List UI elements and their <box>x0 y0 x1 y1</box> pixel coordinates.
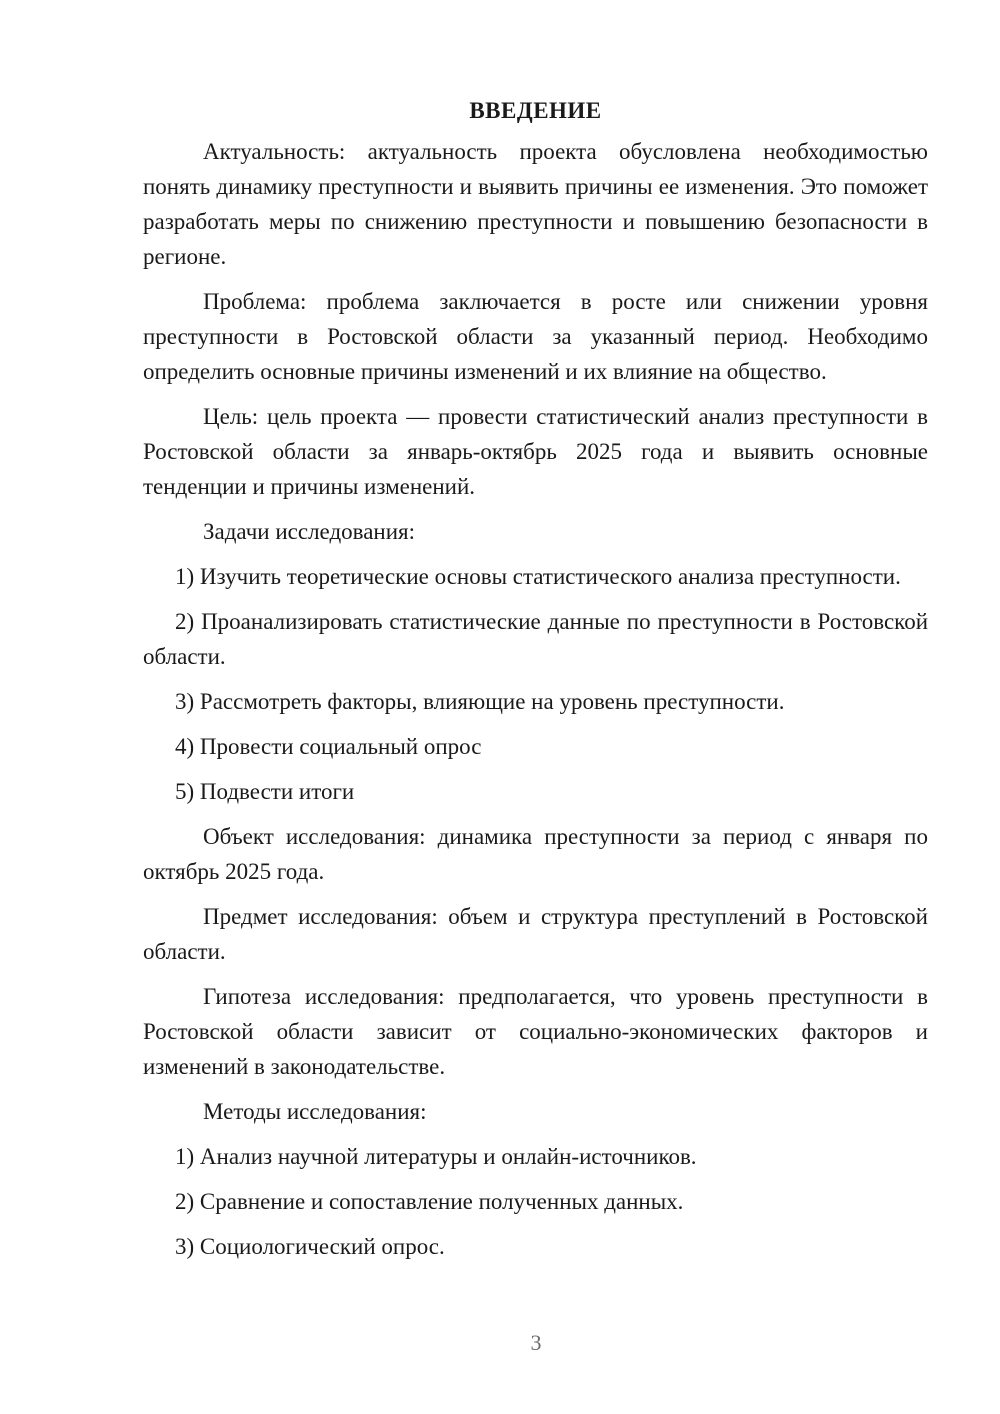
hypothesis-paragraph: Гипотеза исследования: предполагается, что уровень преступности в Ростовской области зависит от социально-экономических факторов и изменений в законодательстве. <box>143 984 928 1079</box>
method-item: 3) Социологический опрос. <box>175 1234 445 1259</box>
task-item: 1) Изучить теоретические основы статистического анализа преступности. <box>175 564 901 589</box>
document-page <box>143 94 928 1274</box>
tasks-heading: Задачи исследования: <box>203 519 416 544</box>
task-item: 5) Подвести итоги <box>175 779 355 804</box>
task-item: 4) Провести социальный опрос <box>175 734 482 759</box>
page-number: 3 <box>530 1330 542 1355</box>
methods-heading: Методы исследования: <box>203 1099 427 1124</box>
method-item: 2) Сравнение и сопоставление полученных данных. <box>175 1189 684 1214</box>
problem-paragraph: Проблема: проблема заключается в росте или снижении уровня преступности в Ростовской области за указанный период. Необходимо определить основные причины изменений и их влияние на общество. <box>143 289 928 384</box>
relevance-paragraph: Актуальность: актуальность проекта обусловлена необходимостью понять динамику преступности и выявить причины ее изменения. Это поможет разработать меры по снижению преступности и повышению безопасности в регионе. <box>143 139 928 269</box>
subject-paragraph: Предмет исследования: объем и структура преступлений в Ростовской области. <box>143 904 928 964</box>
section-title: ВВЕДЕНИЕ <box>469 98 602 123</box>
task-item: 2) Проанализировать статистические данные по преступности в Ростовской области. <box>143 609 928 669</box>
goal-paragraph: Цель: цель проекта — провести статистический анализ преступности в Ростовской области за январь-октябрь 2025 года и выявить основные тенденции и причины изменений. <box>143 404 928 499</box>
task-item: 3) Рассмотреть факторы, влияющие на уровень преступности. <box>175 689 785 714</box>
method-item: 1) Анализ научной литературы и онлайн-источников. <box>175 1144 697 1169</box>
object-paragraph: Объект исследования: динамика преступности за период с января по октябрь 2025 года. <box>143 824 928 884</box>
